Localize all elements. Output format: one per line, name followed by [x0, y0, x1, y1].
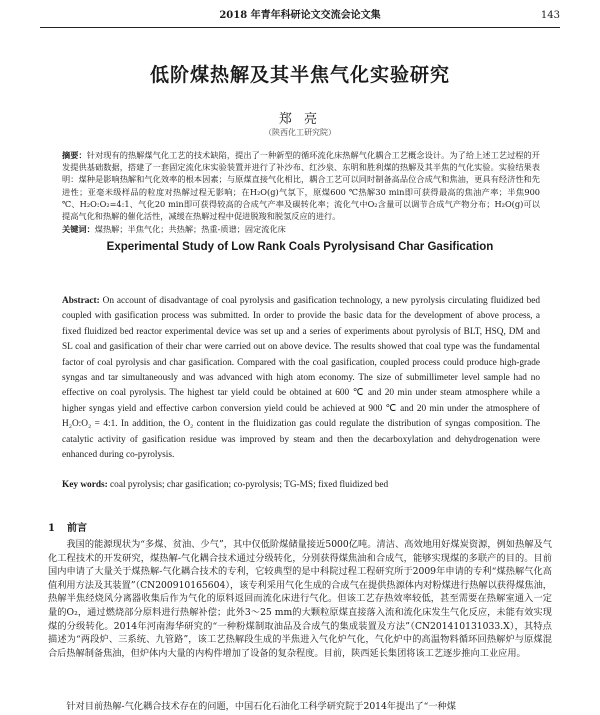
- page-number: 143: [540, 10, 560, 21]
- abstract-zh: [62, 149, 540, 222]
- abstract-en-text: On account of disadvantage of coal pyrolysis and gasification technology, a new pyrolysis circulating fluidized bed coupled with gasification process was submitted. In order to provide the basic data for the development of above process, a fixed fluidized bed reactor experimental device was set up and a series of experiments about pyrolysis of BLT, HSQ, DM and SL coal and gasification of their char were carried out on above device. The results showed that coal type was the fundamental factor of coal pyrolysis and char gasification. Compared with the coal gasification, coupled process could produce high-grade syngas and tar simultaneously and was advanced with high atom economy. The size of submillimeter level sample had no effective on coal pyrolysis. The highest tar yield could be obtained at 600 ℃ and 20 min under steam atmosphere while a higher syngas yield and effective carbon conversion yield could be achieved at 900 ℃ and 20 min under the atmosphere of H₂O:O₂ = 4:1. In addition, the O₂ content in the fluidization gas could regulate the distribution of syngas composition. The catalytic activity of gasification residue was improved by steam and then the decarboxylation and dehydrogenation were enhanced during co-pyrolysis.: [62, 296, 540, 461]
- running-header: [40, 6, 560, 26]
- keywords-zh: [62, 223, 540, 235]
- section-number: 1: [48, 523, 55, 534]
- section-title: 前言: [66, 523, 87, 534]
- keywords-en-text: coal pyrolysis; char gasification; co-pyrolysis; TG-MS; fixed fluidized bed: [110, 480, 389, 490]
- paper-title-zh: 低阶煤热解及其半焦气化实验研究: [149, 64, 450, 86]
- body-last-line: 针对目前热解-气化耦合技术存在的问题，中国石化石油化工科学研究院于2014年提出了“一种煤: [66, 701, 456, 712]
- body-paragraph: 我国的能源现状为“多煤、贫油、少气”，其中仅低阶煤储量接近5000亿吨。清洁、高效地用好煤炭资源，例如热解及气化工程技术的开发研究，煤热解-气化耦合技术通过分级转化，分别获得煤焦油和合成气，能够实现煤的多联产的目的。目前国内申请了大量关于煤热解-气化耦合技术的专利，它较典型的是中科院过程工程研究所于2009年申请的专利“煤热解气化高值利用方法及其装置”（CN200910165604），该专利采用气化生成的合成气在提供热源体内对粉煤进行热解以获得煤焦油，热解半焦经烧风分离器收集后作为气化的原料返回而流化床进行气化。但该工艺存热效率较低，甚至需要在热解室通入一定量的O₂，通过燃烧部分原料进行热解补偿；此外3～25 mm的大颗粒原煤直接落入流和流化床发生气化反应，未能有效实现煤的分级转化。2014年河南海华研究的“一种粉煤制取油品及合成气的集成装置及方法”（CN201410131033.X），其特点描述为“两段炉、三系统、九管路”，该工艺热解段生成的半焦进入气化炉气化，气化炉中的高温物料循环回热解炉与原煤混合后热解制备焦油，但炉体内大量的内构件增加了设备的复杂程度。目前，陕西延长集团将该工艺逐步推向工业应用。: [48, 539, 552, 659]
- keywords-zh-text: 煤热解；半焦气化；共热解；热重-质谱；固定流化床: [94, 224, 286, 234]
- abstract-en: [62, 294, 540, 463]
- abstract-en-label: Abstract:: [62, 296, 100, 306]
- keywords-en: [62, 478, 540, 492]
- running-header-title: 2018 年青年科研论文交流会论文集: [219, 10, 381, 21]
- keywords-zh-label: 关键词：: [62, 224, 95, 234]
- body-text: [48, 538, 552, 660]
- author-name: 郑 亮: [278, 112, 322, 127]
- header-rule: [40, 27, 560, 28]
- paper-title-en: Experimental Study of Low Rank Coals Pyrolysisand Char Gasification: [106, 241, 494, 253]
- keywords-en-label: Key words:: [62, 480, 108, 490]
- author-affiliation: （陕西化工研究院）: [264, 128, 336, 137]
- section-heading: [48, 519, 87, 534]
- abstract-zh-text: 针对现有的热解煤气化工艺的技术缺陷，提出了一种新型的循环流化床热解气化耦合工艺概念设计。为了给上述工艺过程的开发提供基础数据，搭建了一套固定流化床实验装置并进行了补沙布、红沙泉、东明和胜利煤的热解及其半焦的气化实验。实验结果表明：煤种是影响热解和气化效率的根本因素；与原煤直接气化相比，耦合工艺可以同时制备高品位合成气和焦油，更具有经济性和先进性；亚毫米级样品的粒度对热解过程无影响；在H₂O(g)气氛下，原煤600 ℃热解30 min即可获得最高的焦油产率；半焦900 ℃、H₂O:O₂=4:1、气化20 min即可获得较高的合成气产率及碳转化率；流化气中O₂含量可以调节合成气产物分布；H₂O(g)可以提高气化和热解的催化活性，减缓在热解过程中促进脱羧和脱氢反应的进行。: [62, 150, 540, 222]
- abstract-zh-label: 摘要：: [62, 150, 87, 160]
